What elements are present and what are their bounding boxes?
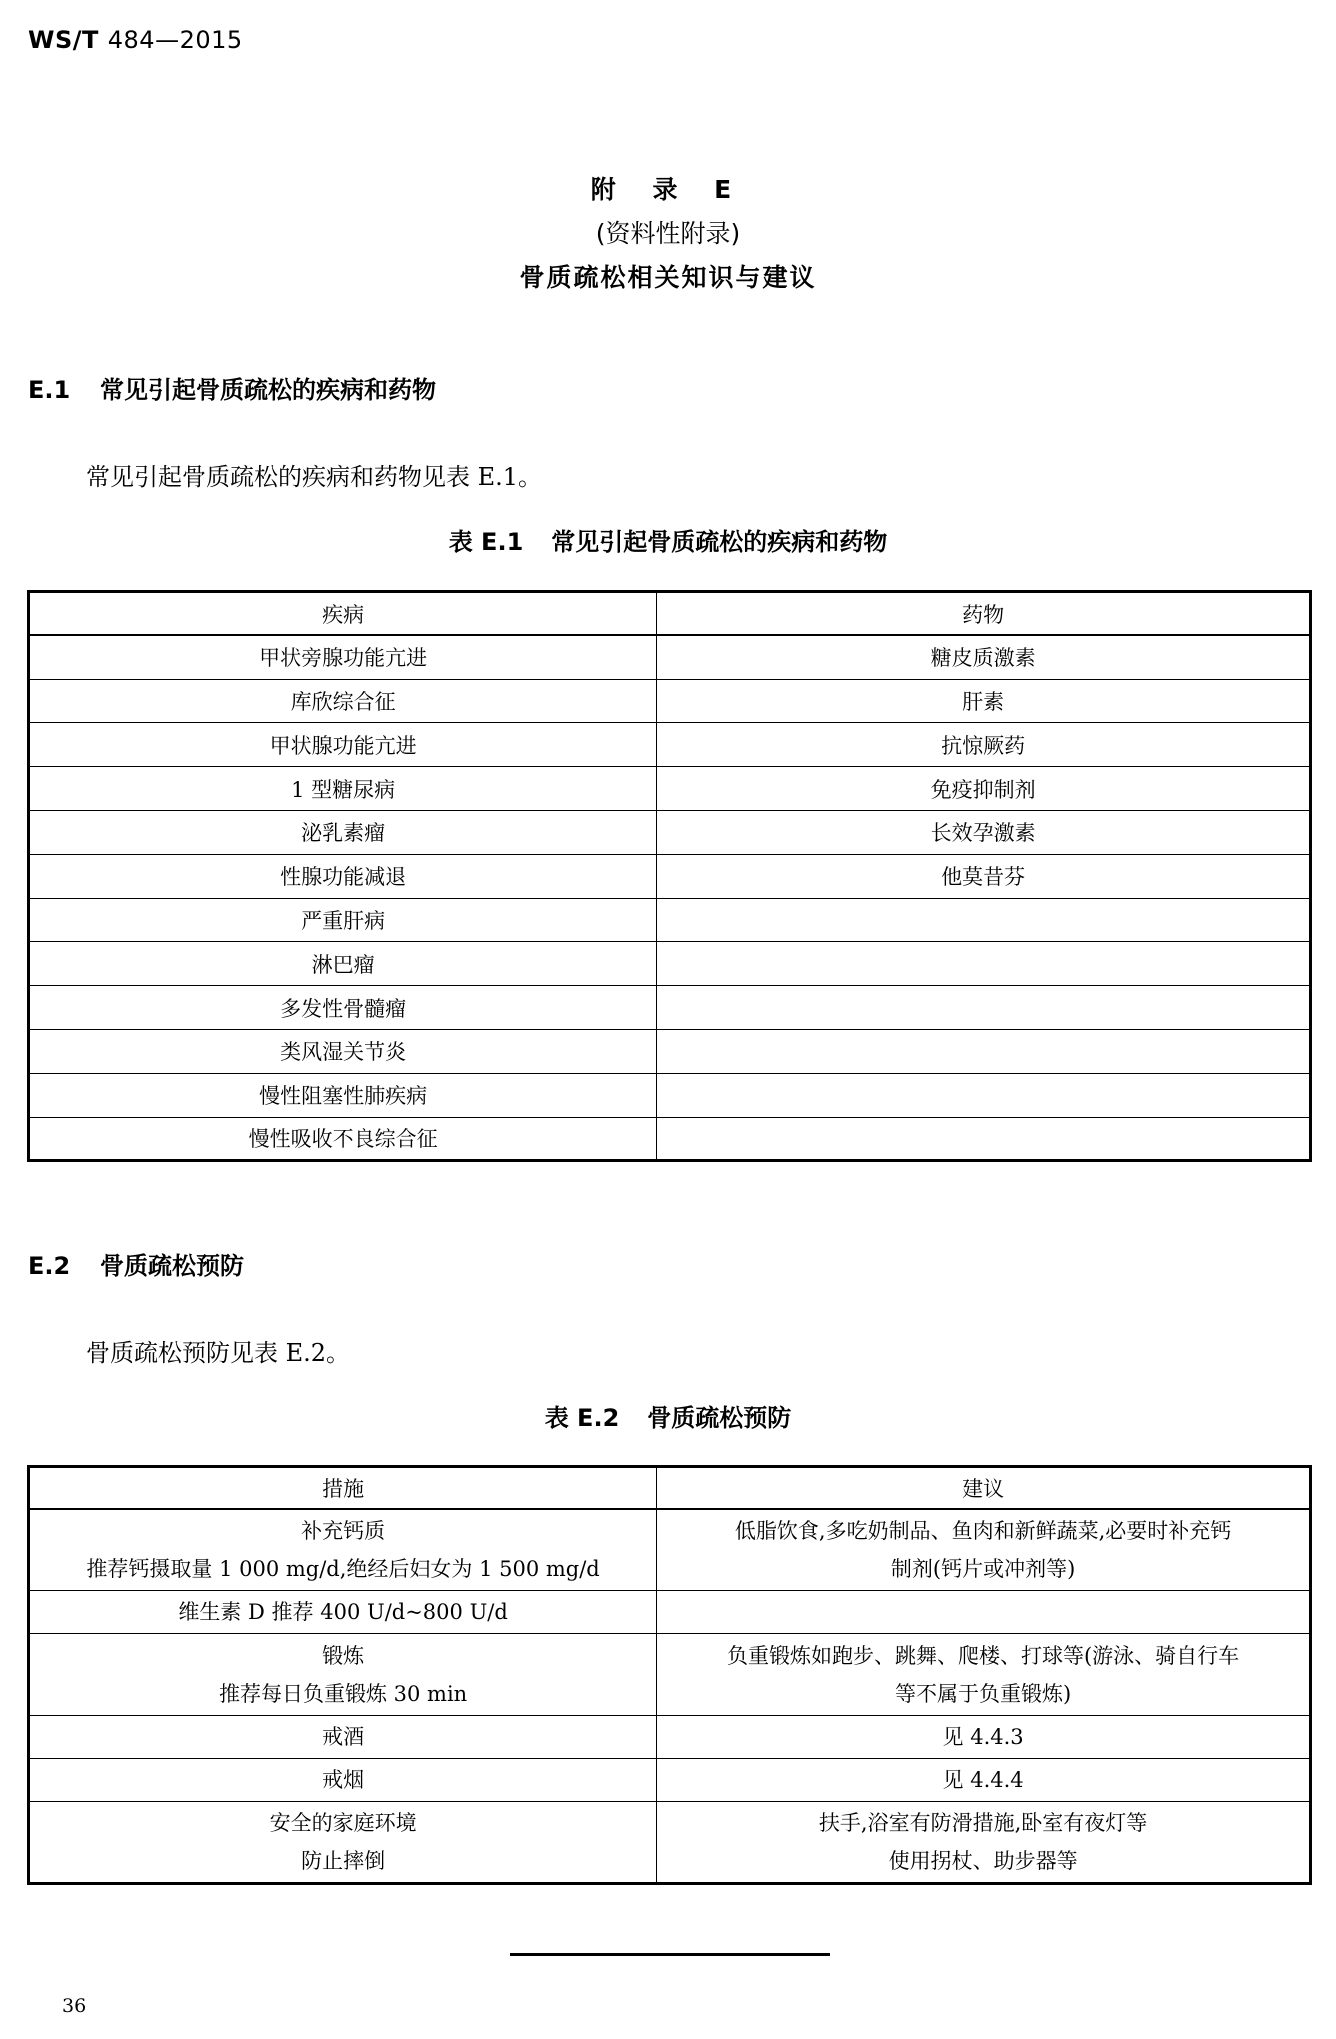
table-row	[29, 767, 1311, 811]
table-cell-measure	[29, 1802, 657, 1884]
table-row	[29, 810, 1311, 854]
table-cell-drug	[657, 1073, 1311, 1117]
table-cell-drug	[657, 1117, 1311, 1161]
table-row	[29, 1716, 1311, 1759]
standard-prefix: WS/T	[28, 26, 99, 54]
table-row	[29, 1634, 1311, 1716]
table-cell-advice	[657, 1509, 1311, 1591]
section-e1-heading	[28, 370, 436, 405]
table-cell-advice	[657, 1802, 1311, 1884]
advice-line: 见 4.4.4	[942, 1768, 1024, 1792]
table-cell-measure	[29, 1759, 657, 1802]
table-row	[29, 723, 1311, 767]
table-cell-advice	[657, 1716, 1311, 1759]
table-cell-drug: 抗惊厥药	[657, 723, 1311, 767]
annex-heading	[0, 168, 1336, 300]
table-row	[29, 679, 1311, 723]
table-row	[29, 1802, 1311, 1884]
table-row	[29, 942, 1311, 986]
annex-subtitle: (资料性附录)	[595, 219, 741, 248]
advice-line: 等不属于负重锻炼)	[894, 1681, 1072, 1706]
table-e2-caption	[0, 1398, 1336, 1433]
measure-line: 补充钙质	[301, 1518, 386, 1543]
table-row	[29, 1509, 1311, 1591]
table-cell-disease: 甲状旁腺功能亢进	[29, 635, 657, 679]
measure-line: 戒酒	[322, 1725, 365, 1749]
measure-line: 防止摔倒	[301, 1849, 386, 1873]
table-header-row	[29, 592, 1311, 636]
table-cell-disease: 1 型糖尿病	[29, 767, 657, 811]
table-cell-drug: 他莫昔芬	[657, 854, 1311, 898]
advice-line: 制剂(钙片或冲剂等)	[890, 1556, 1076, 1581]
table-row	[29, 635, 1311, 679]
column-header: 建议	[657, 1467, 1311, 1509]
table-cell-disease: 慢性阻塞性肺疾病	[29, 1073, 657, 1117]
section-e2-paragraph: 骨质疏松预防见表 E.2。	[86, 1339, 351, 1367]
section-number: E.2	[28, 1252, 71, 1280]
table-cell-drug	[657, 942, 1311, 986]
advice-line: 负重锻炼如跑步、跳舞、爬楼、打球等(游泳、骑自行车	[726, 1643, 1240, 1668]
column-header: 药物	[657, 592, 1311, 636]
table-cell-disease: 多发性骨髓瘤	[29, 986, 657, 1030]
table-cell-disease: 严重肝病	[29, 898, 657, 942]
annex-title: 附 录 E	[590, 175, 746, 204]
table-e2	[27, 1465, 1312, 1885]
table-cell-drug	[657, 1029, 1311, 1073]
table-row	[29, 854, 1311, 898]
table-row	[29, 986, 1311, 1030]
advice-line: 使用拐杖、助步器等	[888, 1849, 1078, 1873]
measure-line: 戒烟	[322, 1768, 365, 1792]
table-cell-drug: 免疫抑制剂	[657, 767, 1311, 811]
table-cell-disease: 性腺功能减退	[29, 854, 657, 898]
section-e2-heading	[28, 1246, 244, 1281]
measure-line: 锻炼	[322, 1643, 365, 1668]
table-header-row	[29, 1467, 1311, 1509]
measure-line: 推荐钙摄取量 1 000 mg/d,绝经后妇女为 1 500 mg/d	[86, 1556, 600, 1581]
table-e1-caption	[0, 522, 1336, 557]
table-cell-drug: 长效孕激素	[657, 810, 1311, 854]
table-row	[29, 1591, 1311, 1634]
table-cell-drug	[657, 898, 1311, 942]
measure-line: 推荐每日负重锻炼 30 min	[218, 1681, 468, 1706]
advice-line: 扶手,浴室有防滑措施,卧室有夜灯等	[818, 1811, 1148, 1835]
caption-number: 表 E.1	[448, 528, 524, 556]
standard-code	[28, 26, 243, 54]
table-cell-disease: 泌乳素瘤	[29, 810, 657, 854]
advice-line: 低脂饮食,多吃奶制品、鱼肉和新鲜蔬菜,必要时补充钙	[734, 1518, 1232, 1543]
table-row	[29, 898, 1311, 942]
section-title: 骨质疏松预防	[100, 1252, 244, 1280]
table-cell-disease: 淋巴瘤	[29, 942, 657, 986]
table-cell-advice	[657, 1634, 1311, 1716]
standard-number: 484—2015	[107, 26, 243, 54]
table-cell-drug	[657, 986, 1311, 1030]
table-row	[29, 1117, 1311, 1161]
table-cell-advice	[657, 1759, 1311, 1802]
table-cell-disease: 类风湿关节炎	[29, 1029, 657, 1073]
table-cell-measure	[29, 1591, 657, 1634]
table-e1	[27, 590, 1312, 1162]
table-row	[29, 1073, 1311, 1117]
section-number: E.1	[28, 376, 71, 404]
footer-rule	[510, 1953, 830, 1956]
table-cell-advice	[657, 1591, 1311, 1634]
caption-title: 骨质疏松预防	[647, 1404, 792, 1432]
table-cell-disease: 甲状腺功能亢进	[29, 723, 657, 767]
table-cell-measure	[29, 1509, 657, 1591]
column-header: 措施	[29, 1467, 657, 1509]
table-cell-disease: 库欣综合征	[29, 679, 657, 723]
table-row	[29, 1029, 1311, 1073]
table-cell-drug: 糖皮质激素	[657, 635, 1311, 679]
caption-title: 常见引起骨质疏松的疾病和药物	[551, 528, 888, 556]
table-cell-measure	[29, 1634, 657, 1716]
measure-line: 维生素 D 推荐 400 U/d~800 U/d	[178, 1600, 508, 1624]
column-header: 疾病	[29, 592, 657, 636]
measure-line: 安全的家庭环境	[269, 1811, 417, 1835]
advice-line: 见 4.4.3	[942, 1725, 1024, 1749]
table-row	[29, 1759, 1311, 1802]
annex-name: 骨质疏松相关知识与建议	[519, 263, 817, 292]
table-cell-disease: 慢性吸收不良综合征	[29, 1117, 657, 1161]
table-cell-measure	[29, 1716, 657, 1759]
section-e1-paragraph: 常见引起骨质疏松的疾病和药物见表 E.1。	[86, 463, 543, 491]
page-number: 36	[62, 1995, 87, 2017]
caption-number: 表 E.2	[544, 1404, 620, 1432]
section-title: 常见引起骨质疏松的疾病和药物	[100, 376, 436, 404]
table-cell-drug: 肝素	[657, 679, 1311, 723]
